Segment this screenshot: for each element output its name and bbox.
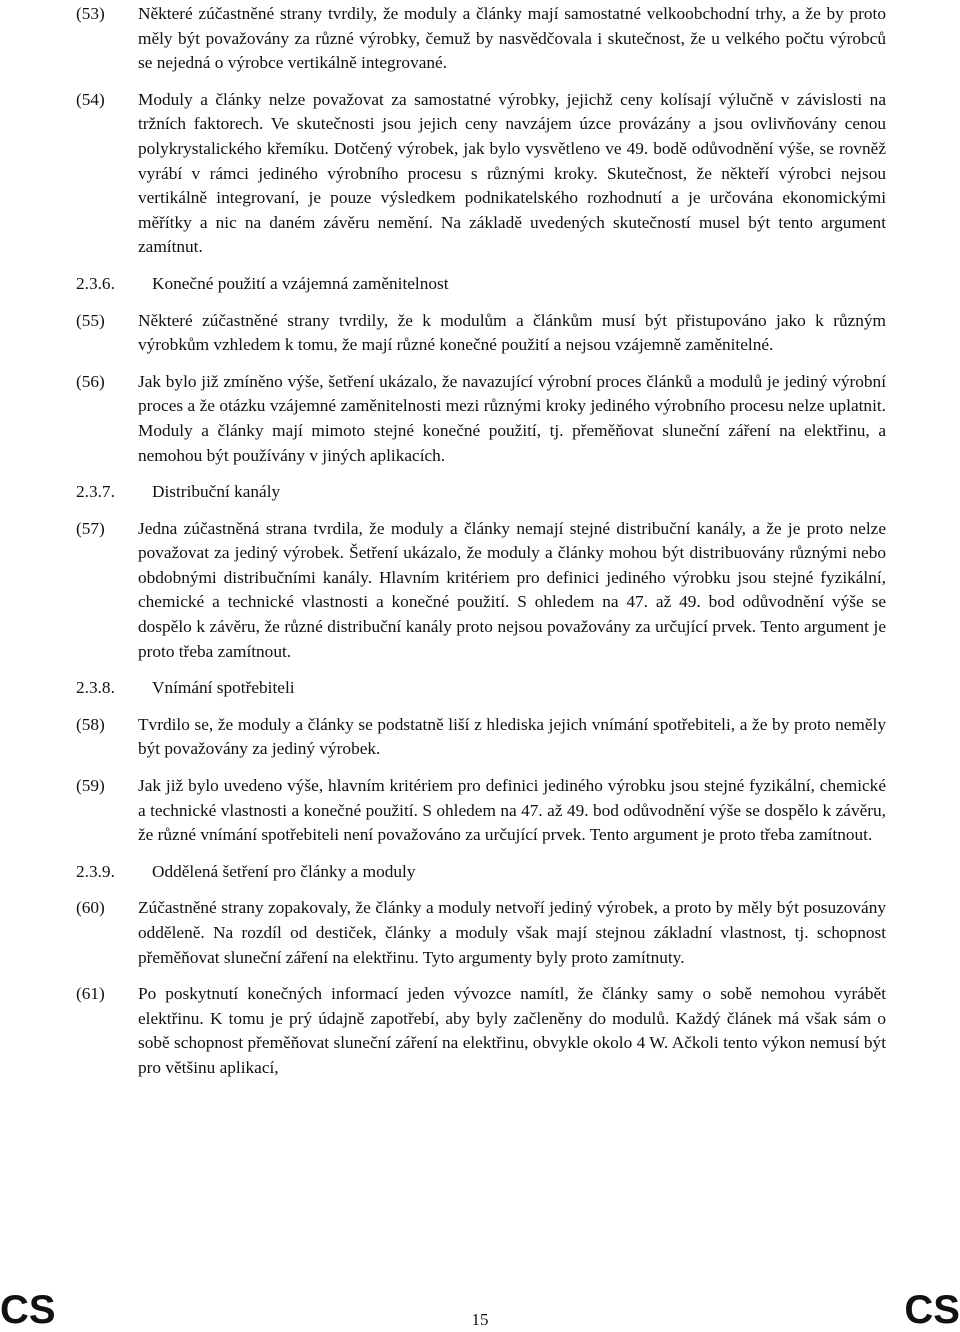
paragraph-number: (61) [76,984,105,1004]
heading-text: Distribuční kanály [152,482,281,502]
paragraph-text: Některé zúčastněné strany tvrdily, že k modulům a článkům musí být přistupováno jako k různým výrobkům vzhledem k tomu, že mají různé konečné použití a nejsou vzájemně zaměnitelné. [138,310,886,355]
paragraph-text: Jak již bylo uvedeno výše, hlavním kritériem pro definici jediného výrobku jsou stejné fyzikální, chemické a technické vlastnosti a konečné použití. S ohledem na 47. až 49. bod odůvodnění výše se dospělo k závěru, že různé vnímání spotřebiteli není považováno za určující prvek. Tento argument je proto třeba zamítnout. [138,776,886,845]
paragraph-number: (58) [76,714,105,734]
heading-text: Konečné použití a vzájemná zaměnitelnost [152,273,449,293]
paragraph-54 [0,88,960,260]
section-heading-2-3-6 [0,272,960,297]
heading-number: 2.3.8. [76,678,115,698]
heading-number: 2.3.6. [76,273,115,293]
paragraph-text: Některé zúčastněné strany tvrdily, že moduly a články mají samostatné velkoobchodní trhy, a že by proto měly být považovány za různé výrobky, čemuž by nasvědčovala i skutečnost, že u velkého počtu výrobců se nejedná o výrobce vertikálně integrované. [138,4,886,73]
paragraph-text: Jedna zúčastněná strana tvrdila, že moduly a články nemají stejné distribuční kanály, a že je proto nelze považovat za jediný výrobek. Šetření ukázalo, že moduly a články mohou být distribuovány různými nebo obdobnými distribučními kanály. Hlavním kritériem pro definici jediného výrobku jsou stejné fyzikální, chemické a technické vlastnosti a konečné použití. S ohledem na 47. až 49. bod odůvodnění výše se dospělo k závěru, že různé distribuční kanály proto nejsou považovány za určující prvek. Tento argument je proto třeba zamítnout. [138,518,886,661]
paragraph-number: (53) [76,4,105,23]
language-code-left: CS [0,1288,56,1332]
paragraph-56 [0,370,960,468]
heading-number: 2.3.9. [76,861,115,881]
language-code-right: CS [904,1288,960,1332]
heading-text: Vnímání spotřebiteli [152,678,295,698]
paragraph-text: Po poskytnutí konečných informací jeden vývozce namítl, že články samy o sobě nemohou vyrábět elektřinu. K tomu je prý údajně zapotřebí, aby byly začleněny do modulů. Každý článek má však sám o sobě schopnost přeměňovat sluneční záření na elektřinu, obvykle okolo 4 W. Ačkoli tento výkon nemusí být pro většinu aplikací, [138,984,886,1077]
paragraph-text: Moduly a články nelze považovat za samostatné výrobky, jejichž ceny kolísají výlučně v závislosti na tržních faktorech. Ve skutečnosti jsou jejich ceny navzájem úzce provázány a jsou ovlivňovány cenou polykrystalického křemíku. Dotčený výrobek, jak bylo vysvětleno ve 49. bodě odůvodnění výše, se rovněž vyrábí v rámci jediného výrobního procesu s různými kroky. Skutečnost, že někteří výrobci nejsou vertikálně integrovaní, je pouze výsledkem podnikatelského rozhodnutí a je určována ekonomickými měřítky a nic na daném závěru nemění. Na základě uvedených skutečností musel být tento argument zamítnut. [138,89,886,257]
paragraph-number: (57) [76,518,105,538]
heading-text: Oddělená šetření pro články a moduly [152,861,416,881]
paragraph-text: Tvrdilo se, že moduly a články se podstatně liší z hlediska jejich vnímání spotřebiteli, a že by proto neměly být považovány za jediný výrobek. [138,714,886,759]
paragraph-59 [0,774,960,848]
paragraph-number: (54) [76,89,105,109]
section-heading-2-3-9 [0,860,960,885]
paragraph-number: (56) [76,371,105,391]
paragraph-58 [0,713,960,762]
paragraph-number: (59) [76,776,105,796]
paragraph-text: Jak bylo již zmíněno výše, šetření ukázalo, že navazující výrobní proces článků a modulů je jediný výrobní proces a že otázku vzájemné zaměnitelnosti mezi různými kroky jediného výrobního procesu nelze uplatnit. Moduly a články mají mimoto stejné konečné použití, tj. přeměňovat sluneční záření na elektřinu, a nemohou být používány v jiných aplikacích. [138,371,886,465]
paragraph-number: (55) [76,310,105,330]
paragraph-53 [0,2,960,76]
page-number: 15 [471,1310,489,1329]
section-heading-2-3-7 [0,480,960,505]
paragraph-61 [0,982,960,1080]
paragraph-text: Zúčastněné strany zopakovaly, že články a moduly netvoří jediný výrobek, a proto by měly být posuzovány odděleně. Na rozdíl od destiček, články a moduly však mají stejnou základní vlastnost, tj. schopnost přeměňovat sluneční záření na elektřinu. Tyto argumenty byly proto zamítnuty. [138,898,886,967]
paragraph-57 [0,517,960,665]
paragraph-60 [0,896,960,970]
paragraph-55 [0,309,960,358]
section-heading-2-3-8 [0,676,960,701]
heading-number: 2.3.7. [76,482,115,502]
paragraph-number: (60) [76,898,105,918]
